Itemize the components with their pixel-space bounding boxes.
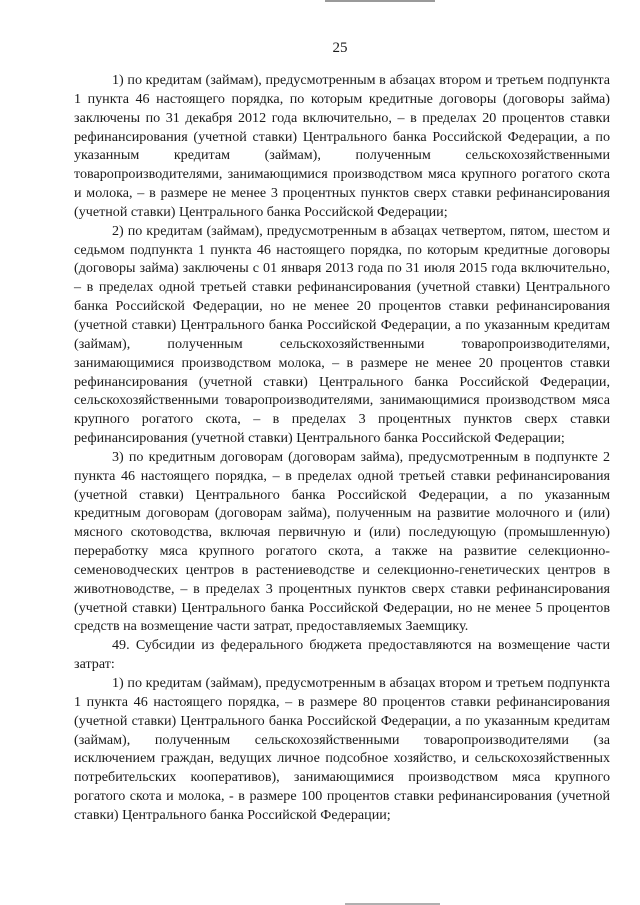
document-body	[74, 71, 610, 825]
top-page-edge-line	[325, 0, 435, 2]
page-number: 25	[332, 40, 348, 56]
paragraph-3: 3) по кредитным договорам (договорам займа), предусмотренным в подпункте 2 пункта 46 настоящего порядка, – в пределах одной третьей ставки рефинансирования (учетной ставки) Центрального банка Российской Федерации, а по указанным кредитным договорам (договорам займа), полученным на развитие молочного и (или) мясного скотоводства, включая первичную и (или) последующую (промышленную) переработку мяса крупного рогатого скота, а также на развитие селекционно-семеноводческих центров в растениеводстве и селекционно-генетических центров в животноводстве, – в пределах 3 процентных пунктов сверх ставки рефинансирования (учетной ставки) Центрального банка Российской Федерации, но не менее 5 процентов средств на возмещение части затрат, предоставляемых Заемщику.	[74, 448, 610, 635]
paragraph-1: 1) по кредитам (займам), предусмотренным в абзацах втором и третьем подпункта 1 пункта 46 настоящего порядка, по которым кредитные договоры (договоры займа) заключены по 31 декабря 2012 года включительно, – в пределах 20 процентов ставки рефинансирования (учетной ставки) Центрального банка Российской Федерации, а по указанным кредитам (займам), полученным сельскохозяйственными товаропроизводителями, занимающимися производством мяса крупного рогатого скота и молока, – в размере не менее 3 процентных пунктов сверх ставки рефинансирования (учетной ставки) Центрального банка Российской Федерации;	[74, 72, 610, 220]
paragraph-49-item-1: 1) по кредитам (займам), предусмотренным в абзацах втором и третьем подпункта 1 пункта 46 настоящего порядка, – в размере 80 процентов ставки рефинансирования (учетной ставки) Центрального банка Российской Федерации, а по указанным кредитам (займам), полученным сельскохозяйственными товаропроизводителями (за исключением граждан, ведущих личное подсобное хозяйство, и сельскохозяйственных потребительских кооперативов), занимающимися производством мяса крупного рогатого скота и молока, - в размере 100 процентов ставки рефинансирования (учетной ставки) Центрального банка Российской Федерации;	[74, 675, 610, 823]
paragraph-49-intro: 49. Субсидии из федерального бюджета предоставляются на возмещение части затрат:	[74, 637, 610, 673]
paragraph-2: 2) по кредитам (займам), предусмотренным в абзацах четвертом, пятом, шестом и седьмом подпункта 1 пункта 46 настоящего порядка, по которым кредитные договоры (договоры займа) заключены с 01 января 2013 года по 31 июля 2015 года включительно, – в пределах одной третьей ставки рефинансирования (учетной ставки) Центрального банка Российской Федерации, но не менее 20 процентов ставки рефинансирования (учетной ставки) Центрального банка Российской Федерации, а по указанным кредитам (займам), полученным сельскохозяйственными товаропроизводителями, занимающимися производством молока, – в размере не менее 20 процентов ставки рефинансирования (учетной ставки) Центрального банка Российской Федерации, сельскохозяйственными товаропроизводителями, занимающимися производством мяса крупного рогатого скота, – в пределах 3 процентных пунктов сверх ставки рефинансирования (учетной ставки) Центрального банка Российской Федерации;	[74, 222, 610, 447]
